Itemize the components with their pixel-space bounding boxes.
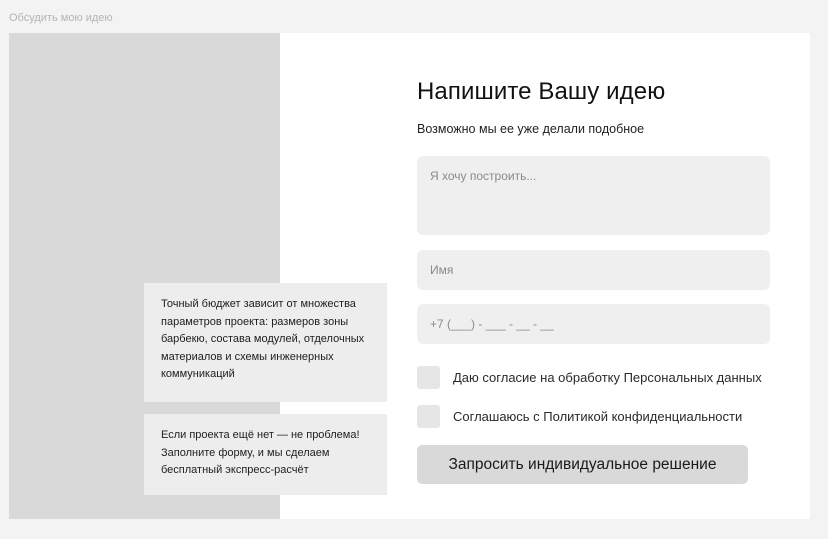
consent-privacy-checkbox[interactable] [417, 405, 440, 428]
consent-privacy-row[interactable] [417, 404, 742, 428]
form-subtitle: Возможно мы ее уже делали подобное [417, 122, 645, 136]
name-input[interactable] [417, 250, 770, 290]
idea-form-card [9, 33, 810, 519]
free-estimate-info-box: Если проекта ещё нет — не проблема! Заполните форму, и мы сделаем бесплатный экспресс-расчёт [144, 414, 387, 495]
idea-textarea[interactable] [417, 156, 770, 235]
phone-input[interactable] [417, 304, 770, 344]
form-title: Напишите Вашу идею [417, 78, 666, 105]
consent-personal-checkbox[interactable] [417, 366, 440, 389]
consent-privacy-label[interactable]: Соглашаюсь с Политикой конфиденциальности [453, 408, 743, 424]
submit-button[interactable]: Запросить индивидуальное решение [417, 445, 748, 484]
page-label: Обсудить мою идею [9, 12, 113, 24]
budget-info-box: Точный бюджет зависит от множества параметров проекта: размеров зоны барбекю, состава модулей, отделочных материалов и схемы инженерных коммуникаций [144, 283, 387, 402]
consent-personal-row[interactable] [417, 365, 762, 389]
consent-personal-label[interactable]: Даю согласие на обработку Персональных данных [453, 369, 762, 385]
